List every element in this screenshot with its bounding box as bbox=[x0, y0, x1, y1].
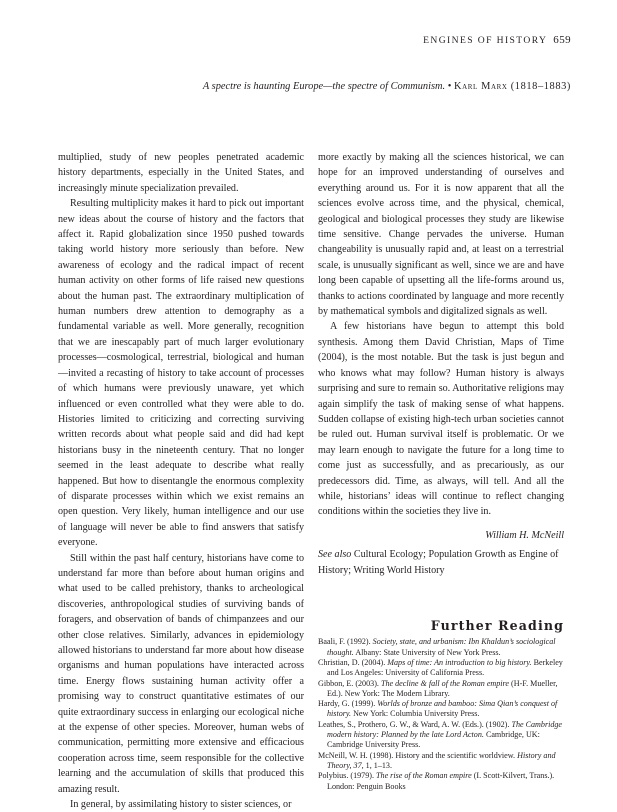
epigraph bbox=[203, 81, 571, 92]
body-paragraph: In general, by assimilating history to sister sciences, or bbox=[70, 799, 292, 811]
running-head-title: ENGINES OF HISTORY bbox=[423, 35, 548, 46]
body-paragraph: A few historians have begun to attempt this bold synthesis. Among them David Christian, Maps of Time (2004), is the most notable. But the task is just begun and who knows what may follow? Human history is always surprising and sure to remain so. Authoritative religions may again simplify the task of making sense of what happens. Sudden collapse of existing high-tech urban societies cannot be ruled out. Human survival itself is problematic. Or we may learn enough to navigate the future for a long time to come just as successfully, and as precariously, as our predecessors did. Time, as always, will tell. And all the while, historians’ ideas will continue to reflect changing conditions within the societies they live in. bbox=[318, 321, 564, 518]
further-reading-list bbox=[318, 637, 564, 791]
epigraph-separator: • bbox=[445, 81, 454, 92]
body-paragraph: more exactly by making all the sciences historical, we can hope for an improved understanding of ourselves and everything around us. For it is now apparent that all the sciences evolve across time, and the physical, chemical, geological and biological processes they study are likewise time sensitive. Change pervades the universe. Human changeability is unusually rapid and, at least on a terrestrial scale, is unusually significant as well, since we are and have long been capable of upsetting all the life-forms around us, thanks to actions coordinated by language and more recently by mathematical symbols and digitalized signals as well. bbox=[318, 152, 564, 318]
see-also-links: Cultural Ecology; Population Growth as Engine of History; Writing World History bbox=[318, 549, 559, 576]
right-column bbox=[318, 150, 564, 792]
body-paragraph: Resulting multiplicity makes it hard to pick out important new ideas about the course of history and the factors that affect it. Rapid globalization since 1950 pushed towards taking world history more seriously than before. New awareness of ecology and the radical impact of recent human activity on other forms of life raised new questions about the human past. The extraordinary multiplication of human numbers drew attention to demography as a fundamental variable as well. More generally, recognition that we are inescapably part of much larger evolutionary processes—cosmological, terrestrial, biological and human—invited a recasting of history to take account of processes of which humans were previously unaware, yet which influenced or even controlled what they were able to do. Histories limited to criticizing and correcting surviving written records about what people said and did had kept historians busy in the nineteenth century. That no longer seemed in the least adequate to describe what really happened. But how to disentangle the enormous complexity of disparate processes within which we exist remains an open question. Very likely, human intelligence and our use of language will never be able to find answers that satisfy everyone. bbox=[58, 198, 304, 549]
reference-entry: Christian, D. (2004). Maps of time: An introduction to big history. Berkeley and Los Angeles: University of California Press. bbox=[318, 657, 563, 678]
left-column bbox=[58, 150, 304, 812]
body-paragraph: Still within the past half century, historians have come to understand far more than before about human origins and what used to be called prehistory, thanks to archeological discoveries, anthropological studies of surviving bands of foragers, and observation of bands of chimpanzees and our other close relatives. Similarly, advances in epidemiology allowed historians to understand far more about how disease organisms and human populations have interacted across time. Energy flows sustaining human activity offer a promising way to construct quantitative estimates of our quite extraordinary success in enlarging our ecological niche at the expense of other species. Moreover, human webs of communication, permitting more extensive and efficacious cooperation across time, seem responsible for the collective learning and the accumulation of skills that produced this amazing result. bbox=[58, 552, 304, 795]
page-number: 659 bbox=[553, 34, 571, 46]
reference-entry: Leathes, S., Prothero, G. W., & Ward, A. W. (Eds.). (1902). The Cambridge modern history: Planned by the late Lord Acton. Cambridge, UK: Cambridge University Press. bbox=[318, 719, 563, 750]
epigraph-quote: A spectre is haunting Europe—the spectre of Communism. bbox=[202, 81, 446, 92]
see-also bbox=[318, 547, 564, 578]
reference-entry: Baali, F. (1992). Society, state, and urbanism: Ibn Khaldun’s sociological thought. Albany: State University of New York Press. bbox=[318, 637, 556, 657]
epigraph-attribution: Karl Marx (1818–1883) bbox=[454, 81, 571, 92]
further-reading-heading: Further Reading bbox=[430, 617, 564, 633]
reference-entry: Gibbon, E. (2003). The decline & fall of the Roman empire (H-F. Mueller, Ed.). New York: The Modern Library. bbox=[318, 678, 558, 698]
reference-entry: McNeill, W. H. (1998). History and the scientific worldview. History and Theory, 37, 1, 1–13. bbox=[318, 750, 556, 770]
see-also-label: See also bbox=[318, 549, 352, 561]
running-head bbox=[423, 34, 571, 46]
body-paragraph: multiplied, study of new peoples penetrated academic history departments, especially in the United States, and increasingly minute specialization prevailed. bbox=[58, 152, 304, 194]
reference-entry: Polybius. (1979). The rise of the Roman empire (I. Scott-Kilvert, Trans.). London: Penguin Books bbox=[318, 771, 555, 791]
author-signature: William H. McNeill bbox=[485, 529, 564, 541]
reference-entry: Hardy, G. (1999). Worlds of bronze and bamboo: Sima Qian’s conquest of history. New York: Columbia University Press. bbox=[318, 699, 558, 719]
